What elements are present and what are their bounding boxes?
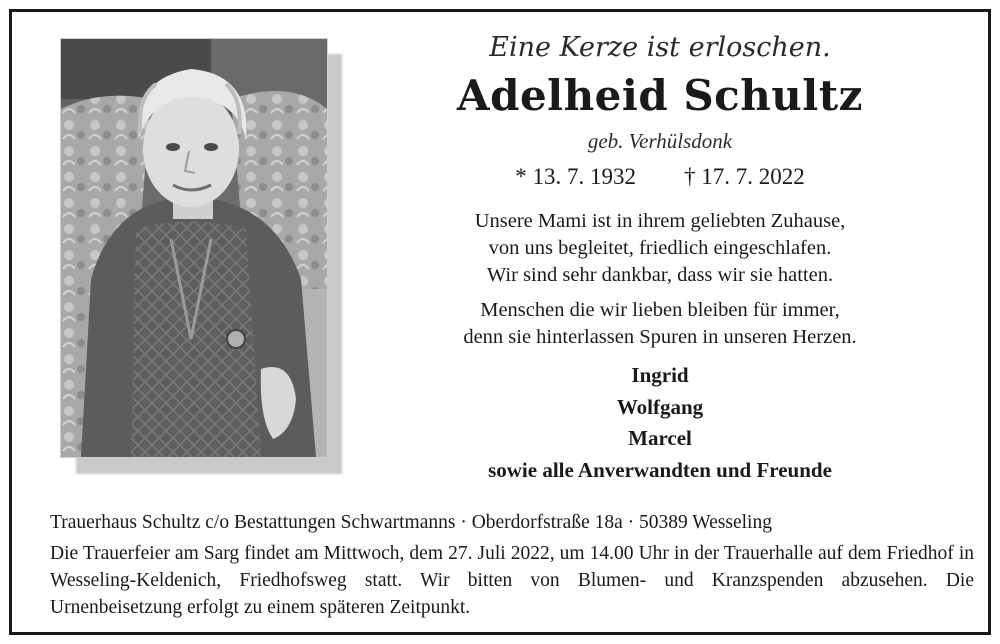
mourner-name: Marcel <box>628 426 692 450</box>
intro-line: Eine Kerze ist erloschen. <box>489 32 831 63</box>
poem-line: denn sie hinterlassen Spuren in unseren Herzen. <box>463 326 857 348</box>
funeral-info: Die Trauerfeier am Sarg findet am Mittwoch, dem 27. Juli 2022, um 14.00 Uhr in der Trauerhalle auf dem Friedhof in Wesseling-Keldenich, Friedhofsweg statt. Wir bitten von Blumen- und Kranzspenden abzusehen. Die Urnenbeisetzung erfolgt zu einem späteren Zeitpunkt. <box>50 543 974 618</box>
notice-text <box>360 30 960 486</box>
mourner-name: Ingrid <box>631 363 689 387</box>
poem-line: Menschen die wir lieben bleiben für immer, <box>480 299 840 321</box>
maiden-name: geb. Verhülsdonk <box>587 129 733 153</box>
death-date: † 17. 7. 2022 <box>684 164 805 189</box>
portrait-illustration <box>61 39 327 457</box>
mourning-address: Trauerhaus Schultz c/o Bestattungen Schwartmanns · Oberdorfstraße 18a · 50389 Wesseling <box>50 512 772 533</box>
deceased-name: Adelheid Schultz <box>456 71 863 120</box>
poem-line: von uns begleitet, friedlich eingeschlafen. <box>488 237 832 259</box>
life-dates <box>360 160 960 194</box>
mourner-relatives: sowie alle Anverwandten und Freunde <box>488 457 832 482</box>
poem-line: Wir sind sehr dankbar, dass wir sie hatten. <box>486 264 834 286</box>
poem-stanza-2 <box>360 297 960 351</box>
mourners-list <box>360 360 960 486</box>
birth-date: * 13. 7. 1932 <box>515 164 636 189</box>
poem-stanza-1 <box>360 208 960 289</box>
obituary-frame <box>9 9 991 635</box>
portrait-photo <box>60 38 328 458</box>
mourner-name: Wolfgang <box>616 394 704 419</box>
notice-footer <box>50 509 974 621</box>
poem-line: Unsere Mami ist in ihrem geliebten Zuhause, <box>474 210 846 232</box>
